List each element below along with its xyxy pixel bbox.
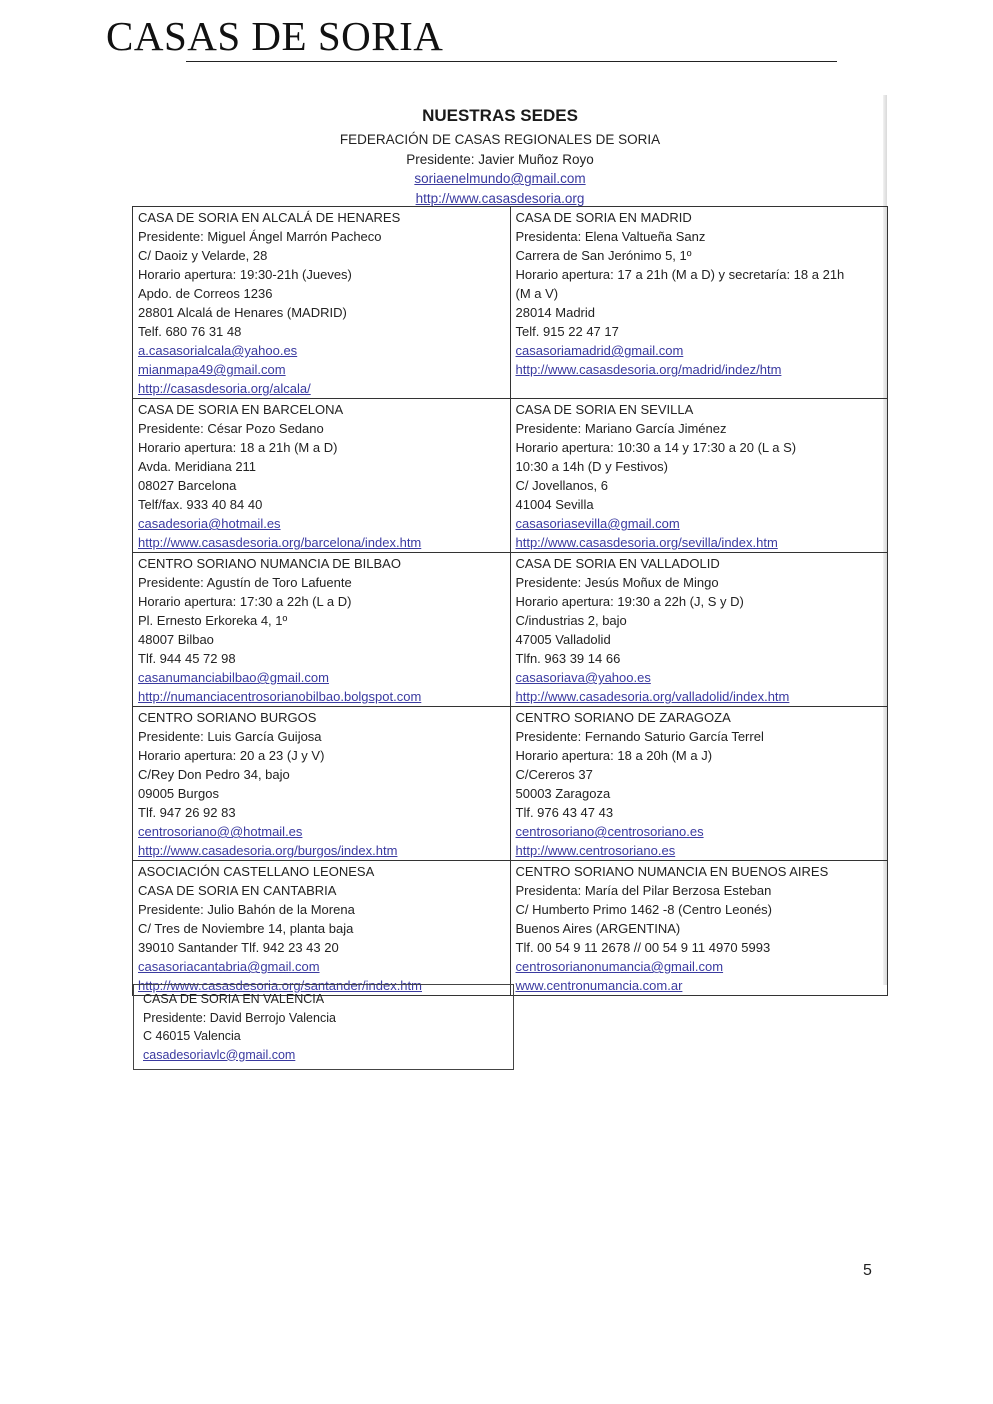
- sede-detail: Horario apertura: 20 a 23 (J y V): [138, 748, 325, 763]
- sede-cell: [133, 207, 511, 399]
- contact-link[interactable]: http://www.casasdesoria.org/madrid/indez/htm: [515, 362, 782, 377]
- contact-link[interactable]: casasoriacantabria@gmail.com: [138, 959, 320, 974]
- cell-line: [138, 746, 510, 765]
- federation-email-link[interactable]: soriaenelmundo@gmail.com: [414, 171, 586, 186]
- cell-line: [138, 957, 510, 976]
- title-rule: [186, 61, 837, 62]
- contact-link[interactable]: casasoriasevilla@gmail.com: [515, 516, 680, 531]
- cell-line: [516, 322, 888, 341]
- cell-line: [138, 419, 510, 438]
- sede-detail: C/ Tres de Noviembre 14, planta baja: [138, 921, 354, 936]
- cell-line: [516, 227, 888, 246]
- sede-detail: Horario apertura: 17 a 21h (M a D) y secretaría: 18 a 21h: [515, 267, 845, 282]
- cell-line: [516, 419, 888, 438]
- cell-line: [143, 1046, 513, 1065]
- cell-line: [138, 592, 510, 611]
- cell-line: [138, 533, 510, 552]
- page-number: 5: [863, 1262, 872, 1279]
- sede-detail: C/Cereros 37: [515, 767, 593, 782]
- sede-detail: Apdo. de Correos 1236: [138, 286, 273, 301]
- sede-detail: C/Rey Don Pedro 34, bajo: [138, 767, 290, 782]
- cell-line: [516, 668, 888, 687]
- sede-detail: Telf. 680 76 31 48: [138, 324, 242, 339]
- cell-line: [138, 919, 510, 938]
- sede-name: CENTRO SORIANO BURGOS: [138, 710, 317, 725]
- sede-detail: Presidente: Luis García Guijosa: [138, 729, 322, 744]
- contact-link[interactable]: a.casasorialcala@yahoo.es: [138, 343, 298, 358]
- sedes-row: [133, 553, 888, 707]
- cell-line: [138, 881, 510, 900]
- sede-name: CASA DE SORIA EN VALLADOLID: [515, 556, 720, 571]
- cell-line: [143, 1027, 513, 1046]
- cell-line: [138, 687, 510, 706]
- sede-detail: Horario apertura: 19:30-21h (Jueves): [138, 267, 352, 282]
- contact-link[interactable]: casadesoria@hotmail.es: [138, 516, 281, 531]
- contact-link[interactable]: centrosoriano@centrosoriano.es: [515, 824, 704, 839]
- federation-president: Presidente: Javier Muñoz Royo: [406, 151, 594, 167]
- cell-line: [516, 900, 888, 919]
- contact-link[interactable]: http://www.casasdesoria.org/barcelona/index.htm: [138, 535, 422, 550]
- sede-detail: Buenos Aires (ARGENTINA): [515, 921, 681, 936]
- cell-line: [516, 976, 888, 995]
- sede-detail: Tlf. 947 26 92 83: [138, 805, 236, 820]
- cell-line: [138, 649, 510, 668]
- sede-name: CASA DE SORIA EN MADRID: [515, 210, 692, 225]
- sede-detail: 48007 Bilbao: [138, 632, 214, 647]
- cell-line: [138, 322, 510, 341]
- sede-detail: Presidente: César Pozo Sedano: [138, 421, 324, 436]
- cell-line: [138, 457, 510, 476]
- sede-detail: 09005 Burgos: [138, 786, 219, 801]
- cell-line: [516, 822, 888, 841]
- sede-cell: [510, 207, 888, 399]
- sede-detail: Presidente: Julio Bahón de la Morena: [138, 902, 355, 917]
- cell-line: [516, 862, 888, 881]
- cell-line: [516, 495, 888, 514]
- federation-header: [200, 105, 800, 208]
- sede-name: CENTRO SORIANO NUMANCIA EN BUENOS AIRES: [515, 864, 829, 879]
- sede-detail: Horario apertura: 19:30 a 22h (J, S y D): [515, 594, 744, 609]
- sede-detail: 10:30 a 14h (D y Festivos): [515, 459, 668, 474]
- cell-line: [138, 573, 510, 592]
- cell-line: [138, 208, 510, 227]
- cell-line: [516, 881, 888, 900]
- cell-line: [516, 919, 888, 938]
- sede-detail: C/ Jovellanos, 6: [515, 478, 608, 493]
- cell-line: [138, 341, 510, 360]
- cell-line: [138, 438, 510, 457]
- sede-detail: Horario apertura: 18 a 21h (M a D): [138, 440, 338, 455]
- cell-line: [138, 765, 510, 784]
- sede-detail: Presidente: Jesús Moñux de Mingo: [515, 575, 719, 590]
- sede-cell-valencia: [133, 984, 514, 1070]
- cell-line: [138, 900, 510, 919]
- cell-line: [516, 303, 888, 322]
- contact-link[interactable]: casasoriava@yahoo.es: [515, 670, 651, 685]
- cell-line: [138, 727, 510, 746]
- cell-line: [138, 360, 510, 379]
- sede-detail: 28801 Alcalá de Henares (MADRID): [138, 305, 347, 320]
- cell-line: [138, 862, 510, 881]
- cell-line: [143, 1009, 513, 1028]
- cell-line: [138, 841, 510, 860]
- cell-line: [516, 341, 888, 360]
- sede-name: CENTRO SORIANO DE ZARAGOZA: [515, 710, 731, 725]
- sede-detail: (M a V): [515, 286, 559, 301]
- contact-link[interactable]: centrosoriano@@hotmail.es: [138, 824, 303, 839]
- sede-detail: Carrera de San Jerónimo 5, 1º: [515, 248, 692, 263]
- cell-line: [516, 746, 888, 765]
- cell-line: [516, 841, 888, 860]
- sede-cell: [510, 399, 888, 553]
- sede-detail: C/ Humberto Primo 1462 -8 (Centro Leonés): [515, 902, 773, 917]
- cell-line: [138, 784, 510, 803]
- cell-line: [138, 379, 510, 398]
- cell-line: [138, 265, 510, 284]
- sede-detail: Presidente: Mariano García Jiménez: [515, 421, 727, 436]
- sede-detail: Telf/fax. 933 40 84 40: [138, 497, 263, 512]
- sede-cell: [133, 553, 511, 707]
- cell-line: [516, 514, 888, 533]
- cell-line: [516, 938, 888, 957]
- sede-detail: C/industrias 2, bajo: [515, 613, 627, 628]
- cell-line: [138, 400, 510, 419]
- sede-detail: 41004 Sevilla: [515, 497, 594, 512]
- sedes-row: [133, 399, 888, 553]
- sede-detail: Tlf. 944 45 72 98: [138, 651, 236, 666]
- cell-line: [138, 227, 510, 246]
- sede-detail: 50003 Zaragoza: [515, 786, 611, 801]
- cell-line: [516, 649, 888, 668]
- cell-line: [516, 727, 888, 746]
- cell-line: [516, 265, 888, 284]
- federation-name: FEDERACIÓN DE CASAS REGIONALES DE SORIA: [339, 132, 661, 147]
- cell-line: [138, 938, 510, 957]
- contact-link[interactable]: http://casasdesoria.org/alcala/: [138, 381, 311, 396]
- sede-name: CASA DE SORIA EN SEVILLA: [515, 402, 694, 417]
- contact-link[interactable]: centrosorianonumancia@gmail.com: [515, 959, 724, 974]
- sedes-table: [132, 206, 888, 996]
- sede-detail: CASA DE SORIA EN CANTABRIA: [138, 883, 337, 898]
- sede-detail: Tlfn. 963 39 14 66: [515, 651, 621, 666]
- cell-line: [516, 476, 888, 495]
- contact-link[interactable]: http://www.casadesoria.org/burgos/index.htm: [138, 843, 398, 858]
- sede-detail: Presidente: David Berrojo Valencia: [143, 1010, 336, 1025]
- contact-link[interactable]: http://www.centrosoriano.es: [515, 843, 676, 858]
- sede-detail: 08027 Barcelona: [138, 478, 237, 493]
- contact-link[interactable]: mianmapa49@gmail.com: [138, 362, 286, 377]
- sede-detail: 28014 Madrid: [515, 305, 595, 320]
- sede-cell: [510, 861, 888, 996]
- sede-detail: Presidente: Agustín de Toro Lafuente: [138, 575, 352, 590]
- cell-line: [138, 303, 510, 322]
- contact-link[interactable]: casasoriamadrid@gmail.com: [515, 343, 684, 358]
- cell-line: [516, 765, 888, 784]
- cell-line: [516, 554, 888, 573]
- sede-detail: C 46015 Valencia: [143, 1029, 241, 1043]
- cell-line: [516, 803, 888, 822]
- cell-line: [516, 360, 888, 379]
- sede-cell: [133, 861, 511, 996]
- cell-line: [516, 284, 888, 303]
- sede-detail: Horario apertura: 17:30 a 22h (L a D): [138, 594, 352, 609]
- sede-detail: C/ Daoiz y Velarde, 28: [138, 248, 268, 263]
- cell-line: [516, 784, 888, 803]
- cell-line: [516, 208, 888, 227]
- contact-link[interactable]: http://www.casadesoria.org/valladolid/index.htm: [515, 689, 790, 704]
- sede-detail: Presidente: Miguel Ángel Marrón Pacheco: [138, 229, 382, 244]
- sedes-row: [133, 861, 888, 996]
- cell-line: [138, 495, 510, 514]
- cell-line: [138, 668, 510, 687]
- cell-line: [138, 246, 510, 265]
- cell-line: [143, 990, 513, 1009]
- contact-link[interactable]: casanumanciabilbao@gmail.com: [138, 670, 329, 685]
- sede-cell: [133, 707, 511, 861]
- sede-name: CASA DE SORIA EN ALCALÁ DE HENARES: [138, 210, 401, 225]
- sede-detail: Presidenta: María del Pilar Berzosa Esteban: [515, 883, 772, 898]
- cell-line: [138, 630, 510, 649]
- cell-line: [516, 246, 888, 265]
- sede-name: CASA DE SORIA EN VALENCIA: [143, 992, 325, 1006]
- cell-line: [516, 400, 888, 419]
- cell-line: [138, 476, 510, 495]
- section-title: NUESTRAS SEDES: [422, 106, 578, 125]
- cell-line: [516, 611, 888, 630]
- cell-line: [516, 533, 888, 552]
- cell-line: [516, 438, 888, 457]
- cell-line: [516, 708, 888, 727]
- contact-link[interactable]: http://numanciacentrosorianobilbao.bolgspot.com: [138, 689, 422, 704]
- sede-name: CENTRO SORIANO NUMANCIA DE BILBAO: [138, 556, 401, 571]
- sede-detail: Horario apertura: 10:30 a 14 y 17:30 a 20 (L a S): [515, 440, 797, 455]
- sede-cell: [510, 707, 888, 861]
- sedes-row: [133, 707, 888, 861]
- sede-cell: [133, 399, 511, 553]
- sede-name: CASA DE SORIA EN BARCELONA: [138, 402, 344, 417]
- sede-detail: Pl. Ernesto Erkoreka 4, 1º: [138, 613, 288, 628]
- cell-line: [138, 822, 510, 841]
- sedes-row: [133, 207, 888, 399]
- cell-line: [138, 554, 510, 573]
- sede-detail: 39010 Santander Tlf. 942 23 43 20: [138, 940, 339, 955]
- contact-link[interactable]: casadesoriavlc@gmail.com: [143, 1047, 296, 1062]
- cell-line: [138, 284, 510, 303]
- cell-line: [516, 592, 888, 611]
- sede-detail: Tlf. 976 43 47 43: [515, 805, 614, 820]
- sede-detail: 47005 Valladolid: [515, 632, 611, 647]
- cell-line: [516, 573, 888, 592]
- cell-line: [516, 957, 888, 976]
- cell-line: [138, 611, 510, 630]
- sede-detail: Presidenta: Elena Valtueña Sanz: [515, 229, 706, 244]
- sede-detail: Avda. Meridiana 211: [138, 459, 257, 474]
- sede-detail: Telf. 915 22 47 17: [515, 324, 619, 339]
- contact-link[interactable]: http://www.casasdesoria.org/santander/index.htm: [138, 978, 422, 993]
- cell-line: [516, 630, 888, 649]
- cell-line: [138, 514, 510, 533]
- cell-line: [138, 803, 510, 822]
- cell-line: [516, 687, 888, 706]
- federation-web-link[interactable]: http://www.casasdesoria.org: [415, 190, 585, 206]
- page-title: CASAS DE SORIA: [106, 13, 444, 59]
- sede-detail: Tlf. 00 54 9 11 2678 // 00 54 9 11 4970 5993: [515, 940, 771, 955]
- contact-link[interactable]: http://www.casasdesoria.org/sevilla/index.htm: [515, 535, 778, 550]
- sede-detail: Horario apertura: 18 a 20h (M a J): [515, 748, 713, 763]
- sede-cell: [510, 553, 888, 707]
- sede-detail: Presidente: Fernando Saturio García Terrel: [515, 729, 764, 744]
- sede-name: ASOCIACIÓN CASTELLANO LEONESA: [138, 864, 375, 879]
- contact-link[interactable]: www.centronumancia.com.ar: [515, 978, 683, 993]
- cell-line: [516, 457, 888, 476]
- cell-line: [138, 708, 510, 727]
